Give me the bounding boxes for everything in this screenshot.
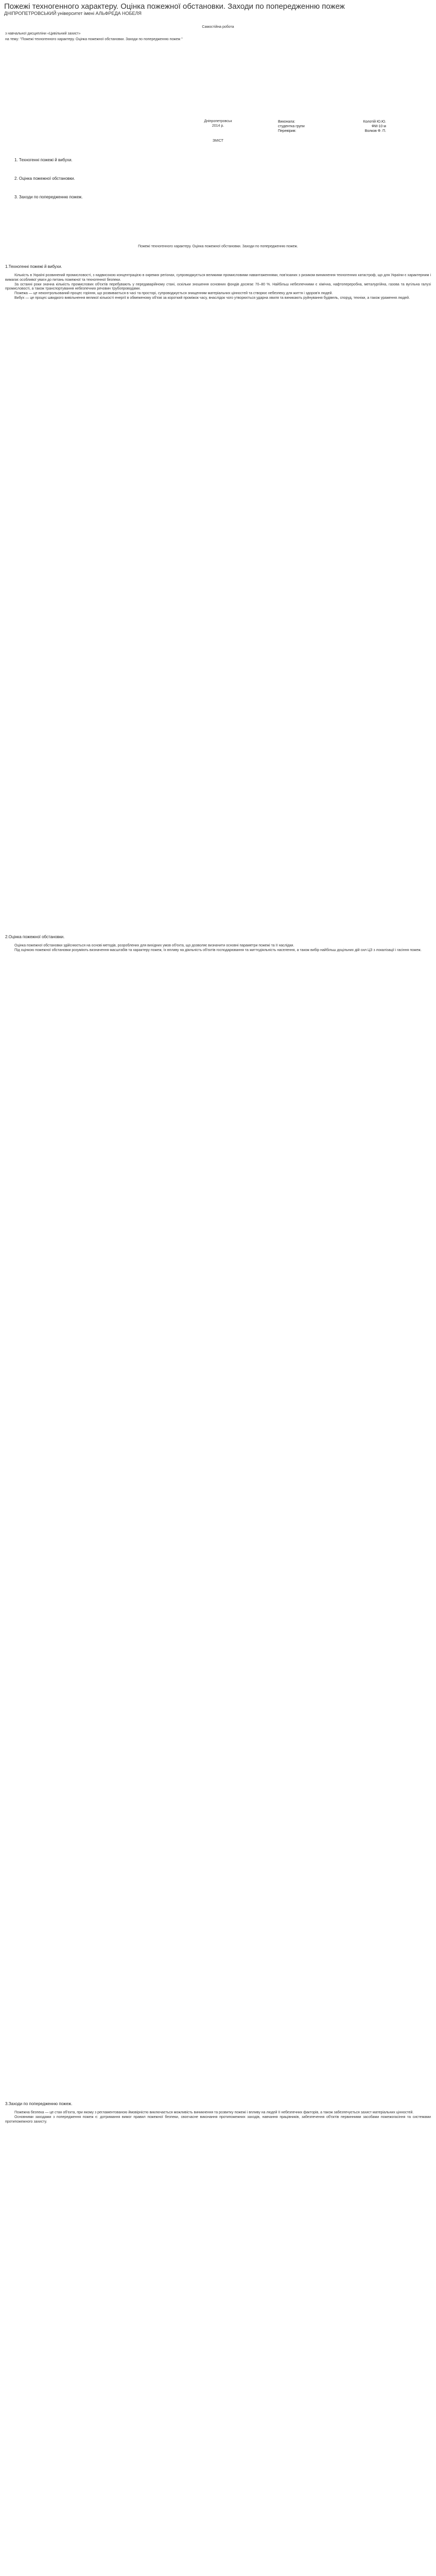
document-page <box>0 2 436 2576</box>
checker-label: Перевірив: <box>278 129 297 133</box>
subtitle: Пожежі техногенного характеру. Оцінка пожежної обстановки. Заходи по попередженню пожеж. <box>138 245 298 248</box>
toc-item[interactable]: 2. Оцінка пожежної обстановки. <box>14 176 75 181</box>
toc-item[interactable]: 1. Техногенні пожежі й вибухи. <box>14 158 73 162</box>
section-2-heading: 2.Оцінка пожежної обстановки. <box>5 934 65 939</box>
checker-value: Волков Ф. П. <box>364 129 386 133</box>
toc-heading: ЗМІСТ <box>212 139 224 143</box>
author-value: Колотій Ю.Ю. <box>363 120 386 124</box>
group-row <box>278 124 386 129</box>
topic-line: на тему: "Пожежі техногенного характеру. Оцінка пожежної обстановки. Заходи по попередженню пожеж " <box>5 38 183 41</box>
paragraph: Кількість в Україні розвинений промисловості, з надвисокою концентрацією в окремих регіонах, супроводжується великими промисловими навантаженнями, пов'язаних з ризиком виникнення техногенних катастроф, що для України є характерним і вимагає особливої уваги до питань пожежної та техногенної безпеки. <box>5 274 431 282</box>
section-1-body <box>5 274 431 301</box>
toc-list <box>5 158 436 200</box>
paragraph: Оцінка пожежної обстановки здійснюється на основі методів, розроблених для вихідних умов об'єкта, що дозволяє визначити основні параметри пожежі та її наслідки. <box>14 943 294 947</box>
discipline-line: з навчальної дисципліни «Цивільний захист» <box>5 32 81 36</box>
section-2-body <box>5 944 431 953</box>
checker-row <box>278 129 386 133</box>
author-block <box>278 120 386 133</box>
author-row <box>278 120 386 124</box>
paragraph: Вибух — це процес швидкого вивільнення великої кількості енергії в обмеженому об'ємі за короткий проміжок часу, внаслідок чого утворюється ударна хвиля та виникають руйнування будівель, споруд, техніки, а також ураження людей. <box>14 296 410 300</box>
work-type: Самостійна робота <box>202 25 234 29</box>
section-3-heading: 3.Заходи по попередженню пожеж. <box>5 2102 73 2107</box>
city: Дніпропетровськ <box>204 120 232 123</box>
paragraph: За останні роки значна кількість промислових об'єктів перебувають у передаварійному стані, оскільки зношення основних фондів досягає 70–80 %. Найбільш небезпечними є хімічна, нафтопереробна, металургійна, газова та вугільна галузі промисловості, а також транспортування небезпечних речовин трубопроводами. <box>5 282 431 291</box>
year: 2014 р. <box>212 124 224 128</box>
section-3-body <box>5 2111 431 2124</box>
paragraph: Основними заходами з попередження пожеж є: дотримання вимог правил пожежної безпеки, своєчасне виконання протипожежних заходів, навчання працівників, забезпечення об'єктів первинними засобами пожежогасіння та системами протипожежного захисту. <box>5 2115 431 2124</box>
paragraph: Пожежа — це неконтрольований процес горіння, що розвивається в часі та просторі, супроводжується знищенням матеріальних цінностей та створює небезпеку для життя і здоров'я людей. <box>14 292 333 296</box>
author-label: Виконала: <box>278 120 295 124</box>
group-label: студентка групи <box>278 125 305 128</box>
page-title: Пожежі техногенного характеру. Оцінка пожежної обстановки. Заходи по попередженню пожеж <box>4 2 345 11</box>
institution: ДНІПРОПЕТРОВСЬКИЙ університет імені АЛЬФРЕДА НОБЕЛЯ <box>4 11 142 16</box>
toc-item[interactable]: 3. Заходи по попередженню пожеж. <box>14 195 83 199</box>
paragraph: Пожежна безпека — це стан об'єкта, при якому з регламентованою ймовірністю виключається можливість виникнення та розвитку пожежі і впливу на людей її небезпечних факторів, а також забезпечується захист матеріальних цінностей. <box>14 2111 414 2115</box>
group-value: ФМ-10 м <box>371 125 386 128</box>
section-1-heading: 1.Техногенні пожежі й вибухи. <box>5 264 62 269</box>
paragraph: Під оцінкою пожежної обстановки розуміють визначення масштабів та характеру пожеж, їх впливу на діяльність об'єктів господарювання та життєдіяльність населення, а також вибір найбільш доцільних дій сил ЦЗ з локалізації і гасіння пожеж. <box>14 948 422 952</box>
